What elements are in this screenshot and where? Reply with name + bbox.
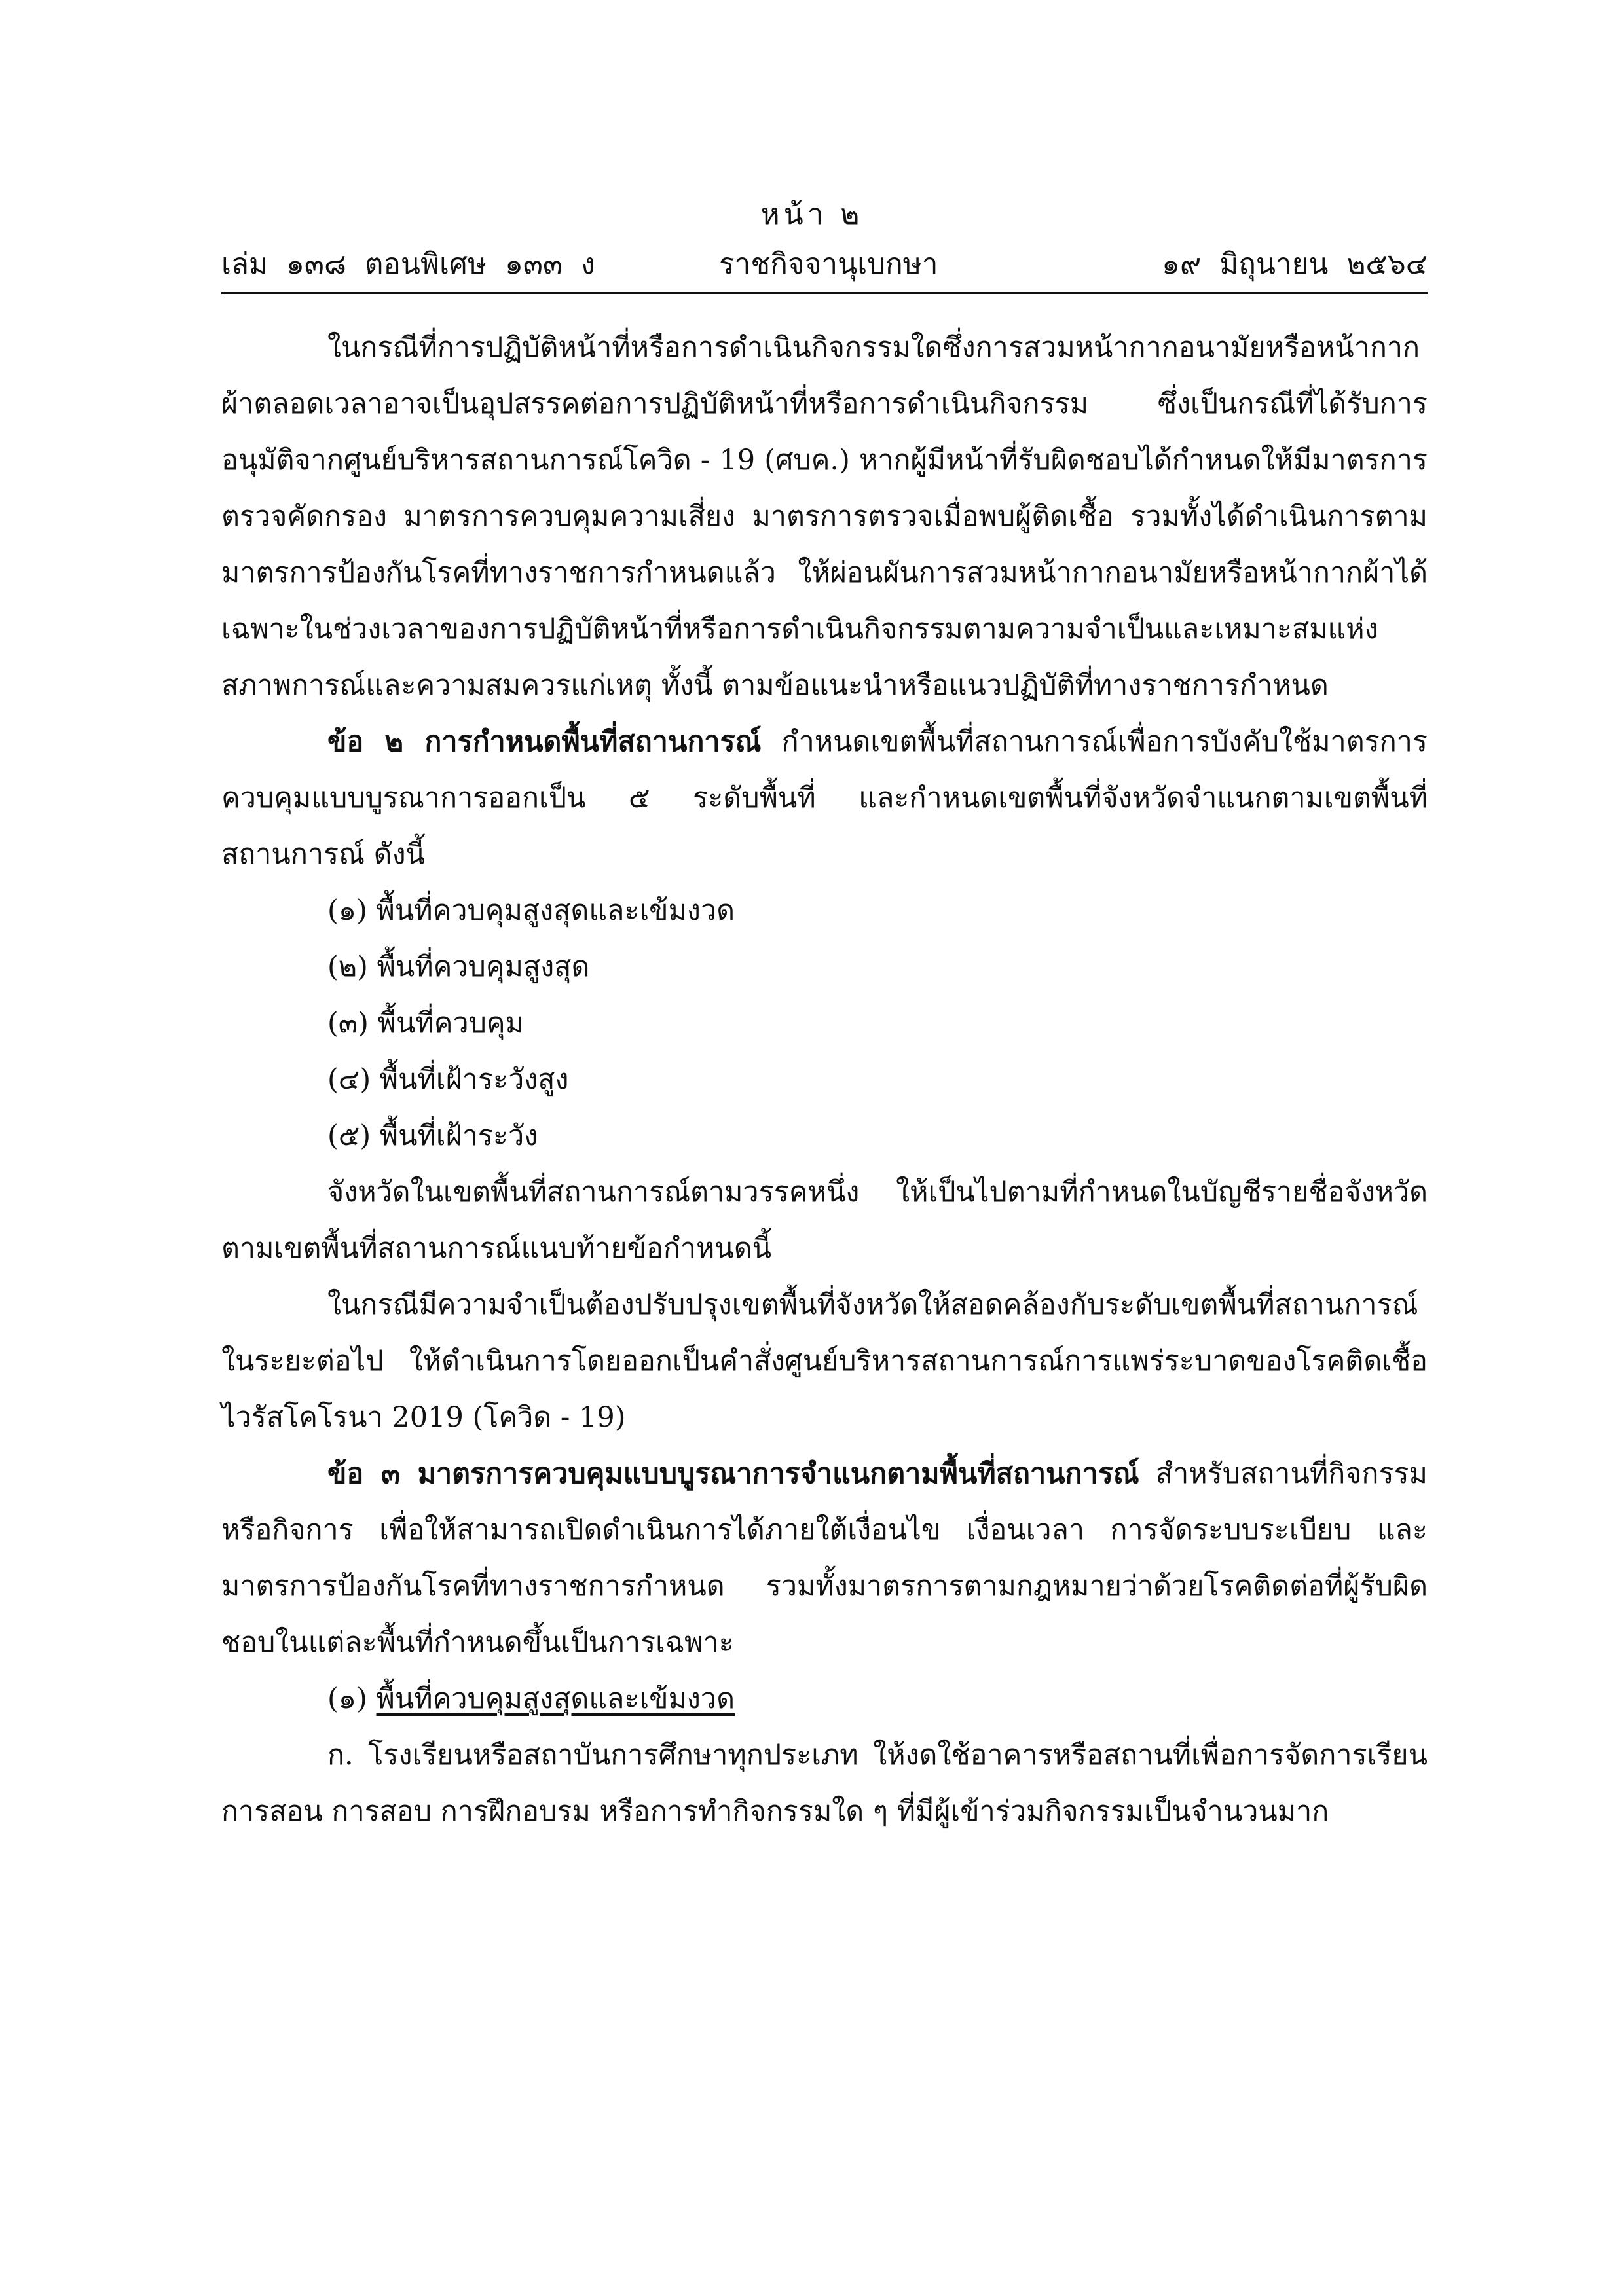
clause-3-sub-1: [221, 1671, 1428, 1727]
clause-3-sub-1-title: พื้นที่ควบคุมสูงสุดและเข้มงวด: [376, 1683, 735, 1715]
document-body: [221, 319, 1428, 1840]
area-level-2: (๒) พื้นที่ควบคุมสูงสุด: [327, 951, 590, 983]
clause-3-paragraph: [221, 1446, 1428, 1671]
clause-3-sub-1-number: (๑): [327, 1683, 377, 1715]
clause-2-paragraph: [221, 714, 1428, 883]
clause-2-text: กำหนดเขตพื้นที่สถานการณ์เพื่อการบังคับใช้มาตรการควบคุมแบบบูรณาการออกเป็น ๕ ระดับพื้นที่ และกำหนดเขตพื้นที่จังหวัดจำแนกตามเขตพื้นที่สถานการณ์ ดังนี้: [221, 725, 1428, 871]
area-level-3: (๓) พื้นที่ควบคุม: [327, 1007, 525, 1040]
volume-issue: เล่ม ๑๓๘ ตอนพิเศษ ๑๓๓ ง: [221, 247, 595, 281]
clause-3-text: สำหรับสถานที่กิจกรรม หรือกิจการ เพื่อให้สามารถเปิดดำเนินการได้ภายใต้เงื่อนไข เงื่อนเวลา การจัดระบบระเบียบ และมาตรการป้องกันโรคที่ทางราชการกำหนด รวมทั้งมาตรการตามกฎหมายว่าด้วยโรคติดต่อที่ผู้รับผิดชอบในแต่ละพื้นที่กำหนดขึ้นเป็นการเฉพาะ: [221, 1457, 1428, 1659]
adjustment-paragraph: ในกรณีมีความจำเป็นต้องปรับปรุงเขตพื้นที่จังหวัดให้สอดคล้องกับระดับเขตพื้นที่สถานการณ์ในระยะต่อไป ให้ดำเนินการโดยออกเป็นคำสั่งศูนย์บริหารสถานการณ์การแพร่ระบาดของโรคติดเชื้อไวรัสโคโรนา 2019 (โควิด - 19): [221, 1288, 1428, 1434]
header-rule: [221, 292, 1428, 294]
gazette-header: [221, 244, 1428, 285]
page-number: หน้า ๒: [760, 198, 864, 231]
area-level-5: (๕) พื้นที่เฝ้าระวัง: [327, 1120, 538, 1152]
clause-3-heading: ข้อ ๓ มาตรการควบคุมแบบบูรณาการจำแนกตามพื้นที่สถานการณ์: [327, 1457, 1139, 1490]
area-level-1: (๑) พื้นที่ควบคุมสูงสุดและเข้มงวด: [327, 894, 735, 927]
exemption-paragraph: ในกรณีที่การปฏิบัติหน้าที่หรือการดำเนินกิจกรรมใดซึ่งการสวมหน้ากากอนามัยหรือหน้ากากผ้าตลอดเวลาอาจเป็นอุปสรรคต่อการปฏิบัติหน้าที่หรือการดำเนินกิจกรรม ซึ่งเป็นกรณีที่ได้รับการอนุมัติจากศูนย์บริหารสถานการณ์โควิด - 19 (ศบค.) หากผู้มีหน้าที่รับผิดชอบได้กำหนดให้มีมาตรการตรวจคัดกรอง มาตรการควบคุมความเสี่ยง มาตรการตรวจเมื่อพบผู้ติดเชื้อ รวมทั้งได้ดำเนินการตามมาตรการป้องกันโรคที่ทางราชการกำหนดแล้ว ให้ผ่อนผันการสวมหน้ากากอนามัยหรือหน้ากากผ้าได้เฉพาะในช่วงเวลาของการปฏิบัติหน้าที่หรือการดำเนินกิจกรรมตามความจำเป็นและเหมาะสมแห่งสภาพการณ์และความสมควรแก่เหตุ ทั้งนี้ ตามข้อแนะนำหรือแนวปฏิบัติที่ทางราชการกำหนด: [221, 331, 1428, 702]
provinces-paragraph: จังหวัดในเขตพื้นที่สถานการณ์ตามวรรคหนึ่ง ให้เป็นไปตามที่กำหนดในบัญชีรายชื่อจังหวัดตามเขตพื้นที่สถานการณ์แนบท้ายข้อกำหนดนี้: [221, 1176, 1428, 1265]
area-level-4: (๔) พื้นที่เฝ้าระวังสูง: [327, 1063, 569, 1096]
issue-date: ๑๙ มิถุนายน ๒๕๖๔: [1162, 247, 1428, 281]
clause-2-heading: ข้อ ๒ การกำหนดพื้นที่สถานการณ์: [327, 725, 762, 758]
clause-3-item-a: ก. โรงเรียนหรือสถาบันการศึกษาทุกประเภท ให้งดใช้อาคารหรือสถานที่เพื่อการจัดการเรียนการสอน การสอบ การฝึกอบรม หรือการทำกิจกรรมใด ๆ ที่มีผู้เข้าร่วมกิจกรรมเป็นจำนวนมาก: [221, 1739, 1428, 1828]
gazette-title: ราชกิจจานุเบกษา: [719, 247, 938, 281]
